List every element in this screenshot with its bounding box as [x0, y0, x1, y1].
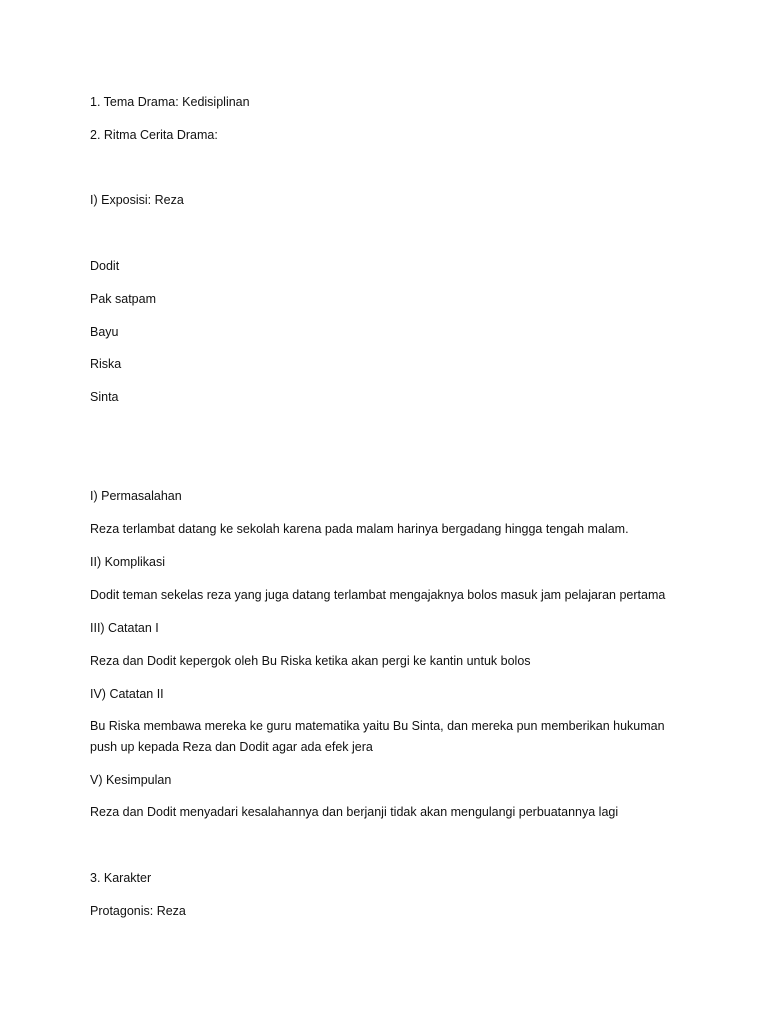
conclusion-text: Reza dan Dodit menyadari kesalahannya dan berjanji tidak akan mengulangi perbuatannya lagi	[90, 805, 619, 819]
character-item: Riska	[90, 357, 122, 371]
character-heading: 3. Karakter	[90, 871, 152, 885]
character-item: Pak satpam	[90, 292, 157, 306]
problem-text: Reza terlambat datang ke sekolah karena pada malam harinya bergadang hingga tengah malam.	[90, 522, 629, 536]
complication-heading: II) Komplikasi	[90, 555, 166, 569]
protagonist-line: Protagonis: Reza	[90, 904, 186, 918]
problem-heading: I) Permasalahan	[90, 489, 182, 503]
note2-text-line2: push up kepada Reza dan Dodit agar ada efek jera	[90, 740, 373, 754]
exposition-line: I) Exposisi: Reza	[90, 193, 184, 207]
note2-heading: IV) Catatan II	[90, 687, 164, 701]
character-item: Sinta	[90, 390, 119, 404]
character-item: Dodit	[90, 259, 120, 273]
character-item: Bayu	[90, 325, 119, 339]
rhythm-heading: 2. Ritma Cerita Drama:	[90, 128, 218, 142]
conclusion-heading: V) Kesimpulan	[90, 773, 172, 787]
complication-text: Dodit teman sekelas reza yang juga datang terlambat mengajaknya bolos masuk jam pelajaran pertama	[90, 588, 666, 602]
note1-heading: III) Catatan I	[90, 621, 159, 635]
theme-line: 1. Tema Drama: Kedisiplinan	[90, 95, 250, 109]
note2-text-line1: Bu Riska membawa mereka ke guru matematika yaitu Bu Sinta, dan mereka pun memberikan hukuman	[90, 719, 665, 733]
note1-text: Reza dan Dodit kepergok oleh Bu Riska ketika akan pergi ke kantin untuk bolos	[90, 654, 531, 668]
